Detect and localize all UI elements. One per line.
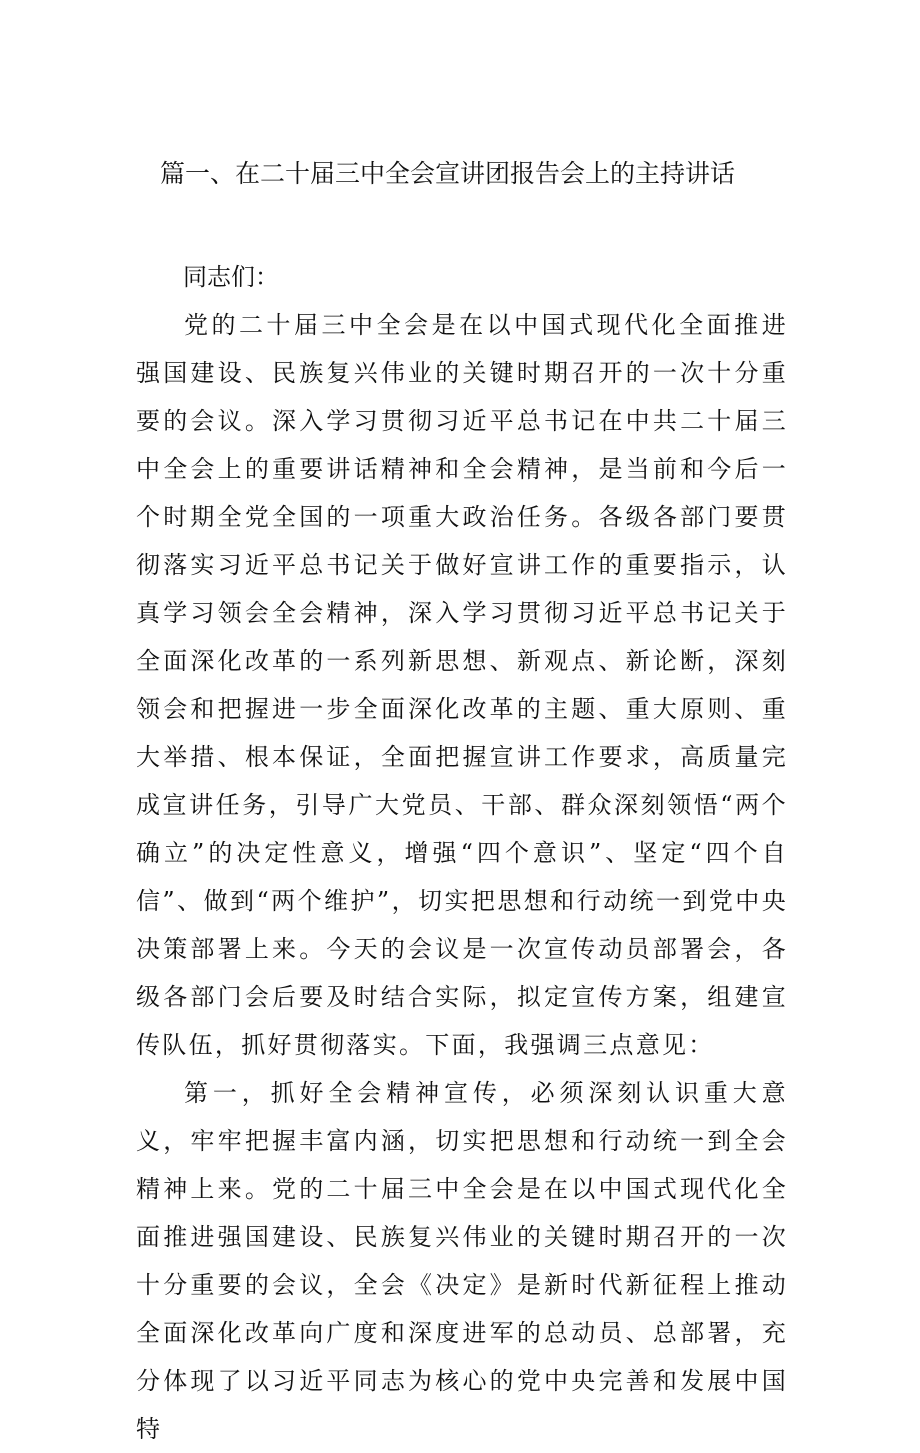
document-title: 篇一、在二十届三中全会宣讲团报告会上的主持讲话 [160, 159, 736, 188]
document-body [136, 301, 788, 1453]
salutation: 同志们： [183, 263, 279, 291]
paragraph: 第一，抓好全会精神宣传，必须深刻认识重大意义，牢牢把握丰富内涵，切实把思想和行动统一到全会精神上来。党的二十届三中全会是在以中国式现代化全面推进强国建设、民族复兴伟业的关键时期召开的一次十分重要的会议，全会《决定》是新时代新征程上推动全面深化改革向广度和深度进军的总动员、总部署，充分体现了以习近平同志为核心的党中央完善和发展中国特 [136, 1079, 788, 1443]
paragraph: 党的二十届三中全会是在以中国式现代化全面推进强国建设、民族复兴伟业的关键时期召开的一次十分重要的会议。深入学习贯彻习近平总书记在中共二十届三中全会上的重要讲话精神和全会精神，是当前和今后一个时期全党全国的一项重大政治任务。各级各部门要贯彻落实习近平总书记关于做好宣讲工作的重要指示，认真学习领会全会精神，深入学习贯彻习近平总书记关于全面深化改革的一系列新思想、新观点、新论断，深刻领会和把握进一步全面深化改革的主题、重大原则、重大举措、根本保证，全面把握宣讲工作要求，高质量完成宣讲任务，引导广大党员、干部、群众深刻领悟“两个确立”的决定性意义，增强“四个意识”、坚定“四个自信”、做到“两个维护”，切实把思想和行动统一到党中央决策部署上来。今天的会议是一次宣传动员部署会，各级各部门会后要及时结合实际，拟定宣传方案，组建宣传队伍，抓好贯彻落实。下面，我强调三点意见： [136, 311, 788, 1059]
